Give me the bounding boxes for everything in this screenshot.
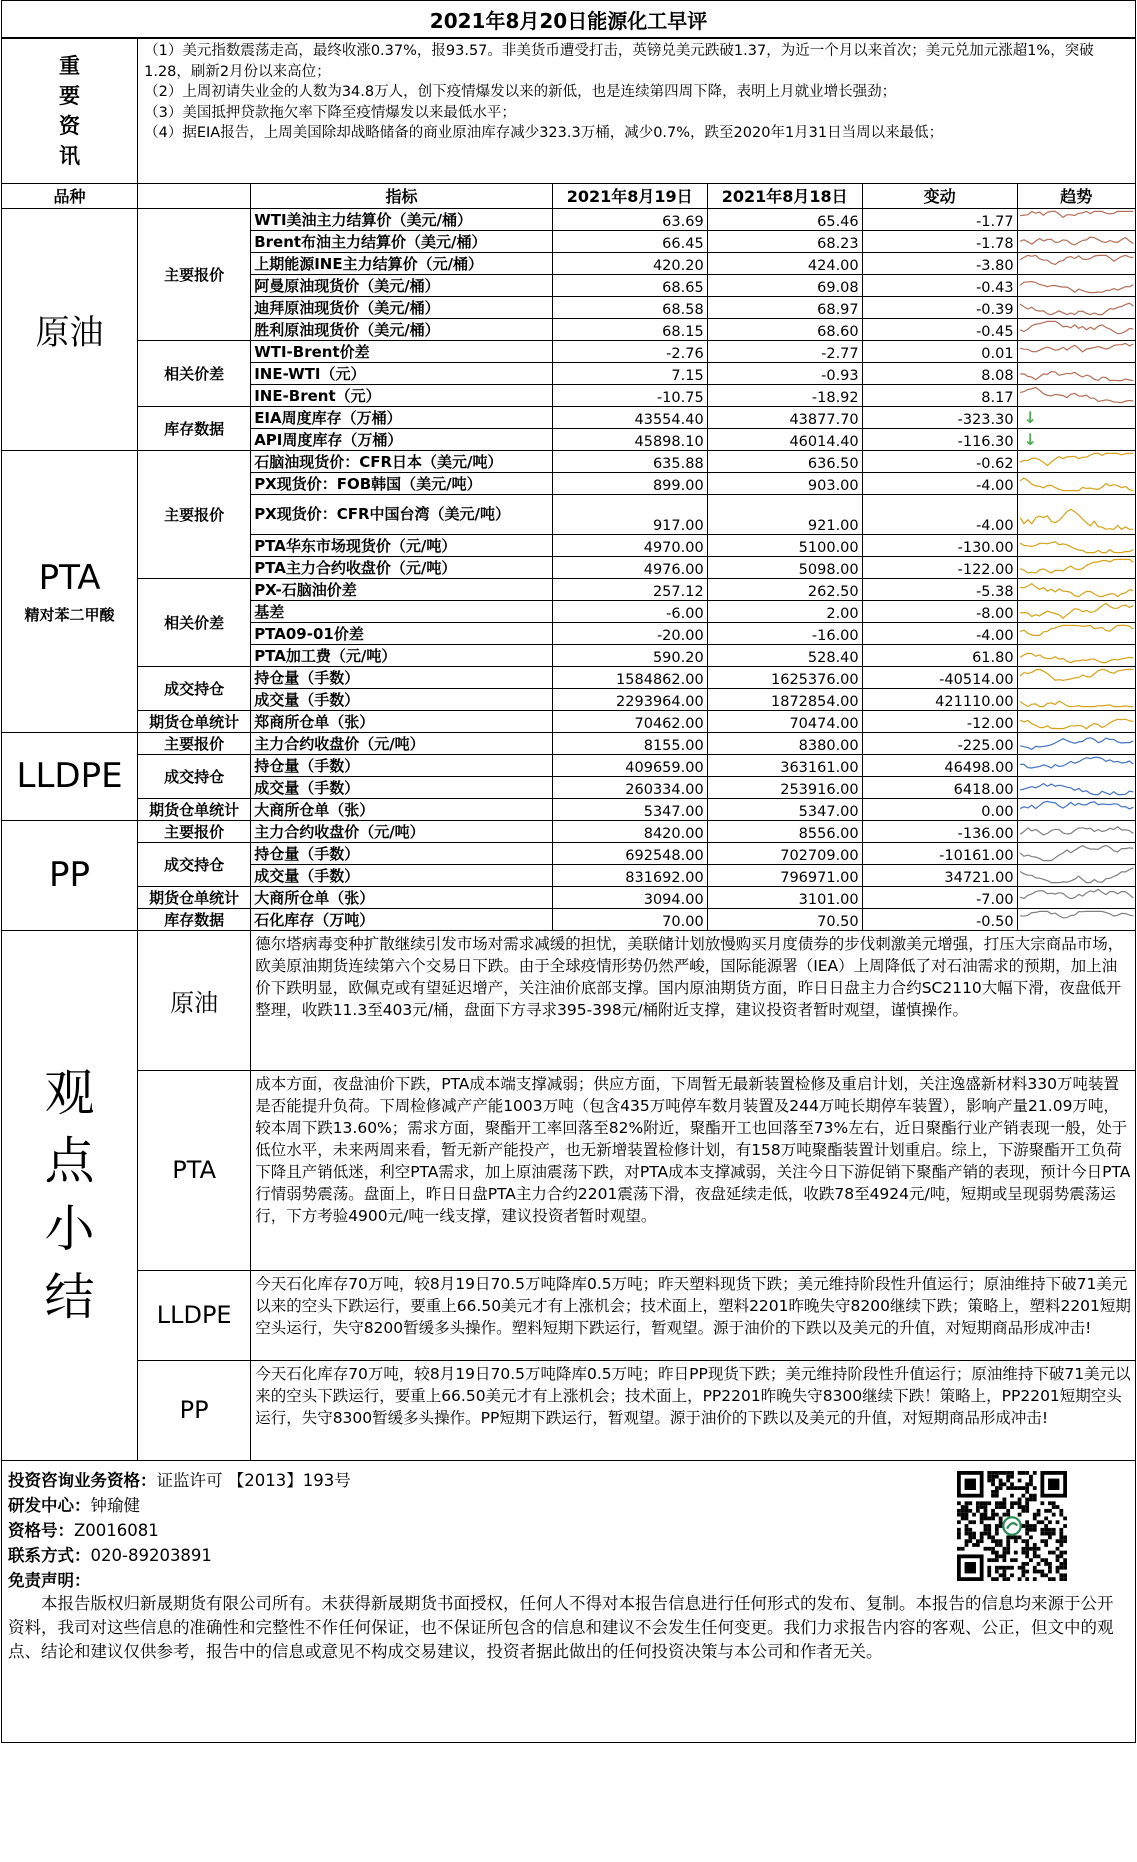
value-date1: 8420.00: [552, 820, 707, 842]
news-list: [138, 38, 1136, 183]
table-row: [2, 406, 1136, 428]
value-date2: 68.97: [707, 296, 862, 318]
value-change: 0.00: [862, 798, 1017, 820]
cert-value: Z0016081: [74, 1520, 159, 1540]
header-indicator: 指标: [251, 183, 553, 208]
header-date1: 2021年8月19日: [552, 183, 707, 208]
value-date1: 4970.00: [552, 534, 707, 556]
trend-sparkline: [1017, 798, 1135, 820]
value-date2: 636.50: [707, 450, 862, 472]
qualification-value: 证监许可 【2013】193号: [156, 1470, 351, 1490]
value-date2: 70474.00: [707, 710, 862, 732]
trend-sparkline: [1017, 622, 1135, 644]
value-date1: 257.12: [552, 578, 707, 600]
table-row: [2, 754, 1136, 776]
section-name: LLDPE: [16, 756, 123, 796]
trend-sparkline: [1017, 362, 1135, 384]
group-name: 期货仓单统计: [138, 886, 251, 908]
view-text: 德尔塔病毒变种扩散继续引发市场对需求减缓的担忧，美联储计划放慢购买月度债券的步伐刺激美元增强，打压大宗商品市场，欧美原油期货连续第六个交易日下跌。由于全球疫情形势仍然严峻，国际能源署（IEA）上周降低了对石油需求的预期，加上油价下跌明显，欧佩克或有望延迟增产，关注油价底部支撑。国内原油期货方面，昨日日盘主力合约SC2110大幅下滑，夜盘低开整理，收跌11.3至403元/桶，盘面下方寻求395-398元/桶附近支撑，建议投资者暂时观望，谨慎操作。: [251, 930, 1136, 1070]
indicator-name: 胜利原油现货价（美元/桶）: [251, 318, 553, 340]
qualification-label: 投资咨询业务资格：: [8, 1470, 157, 1490]
indicator-name: INE-Brent（元）: [251, 384, 553, 406]
trend-sparkline: [1017, 688, 1135, 710]
value-change: -323.30: [862, 406, 1017, 428]
value-change: 61.80: [862, 644, 1017, 666]
value-date1: 899.00: [552, 472, 707, 494]
value-date1: 1584862.00: [552, 666, 707, 688]
indicator-name: 持仓量（手数）: [251, 666, 553, 688]
indicator-name: 郑商所仓单（张）: [251, 710, 553, 732]
table-row: [2, 732, 1136, 754]
indicator-name: 石化库存（万吨）: [251, 908, 553, 930]
value-change: -40514.00: [862, 666, 1017, 688]
view-category: PP: [138, 1360, 251, 1460]
group-name: 期货仓单统计: [138, 710, 251, 732]
value-date1: 5347.00: [552, 798, 707, 820]
trend-sparkline: [1017, 252, 1135, 274]
research-center-value: 钟瑜健: [90, 1495, 140, 1515]
value-change: -8.00: [862, 600, 1017, 622]
value-change: 34721.00: [862, 864, 1017, 886]
indicator-name: 成交量（手数）: [251, 688, 553, 710]
value-date1: 66.45: [552, 230, 707, 252]
section-subtitle: 精对苯二甲酸: [24, 605, 115, 624]
value-date2: 8556.00: [707, 820, 862, 842]
indicator-name: 主力合约收盘价（元/吨）: [251, 820, 553, 842]
value-date1: 692548.00: [552, 842, 707, 864]
value-date2: 65.46: [707, 208, 862, 230]
table-row: [2, 842, 1136, 864]
contact-label: 联系方式：: [8, 1545, 91, 1565]
trend-sparkline: [1017, 340, 1135, 362]
value-date1: -2.76: [552, 340, 707, 362]
indicator-name: WTI美油主力结算价（美元/桶）: [251, 208, 553, 230]
header-date2: 2021年8月18日: [707, 183, 862, 208]
table-header-row: [2, 183, 1136, 208]
trend-sparkline: [1017, 208, 1135, 230]
group-name: 库存数据: [138, 908, 251, 930]
trend-sparkline: [1017, 318, 1135, 340]
indicator-name: PX现货价：CFR中国台湾（美元/吨）: [251, 494, 553, 534]
view-category: PTA: [138, 1070, 251, 1270]
value-change: -10161.00: [862, 842, 1017, 864]
section-name: PTA: [38, 557, 101, 598]
group-name: 库存数据: [138, 406, 251, 450]
indicator-name: 持仓量（手数）: [251, 754, 553, 776]
value-date1: 70462.00: [552, 710, 707, 732]
view-text: 今天石化库存70万吨，较8月19日70.5万吨降库0.5万吨；昨天塑料现货下跌；美元维持阶段性升值运行；原油维持下破71美元以来的空头下跌运行，要重上66.50美元才有上涨机会；技术面上，塑料2201昨晚失守8200继续下跌；策略上，塑料2201短期空头运行，失守8200暂缓多头操作。塑料短期下跌运行，暂观望。源于油价的下跌以及美元的升值，对短期商品形成冲击!: [251, 1270, 1136, 1360]
indicator-name: 上期能源INE主力结算价（元/桶）: [251, 252, 553, 274]
trend-sparkline: [1017, 600, 1135, 622]
value-change: -1.77: [862, 208, 1017, 230]
table-row: [2, 820, 1136, 842]
value-date2: 1625376.00: [707, 666, 862, 688]
value-change: 8.08: [862, 362, 1017, 384]
value-date1: 409659.00: [552, 754, 707, 776]
indicator-name: 阿曼原油现货价（美元/桶）: [251, 274, 553, 296]
page-title: 2021年8月20日能源化工早评: [2, 1, 1136, 39]
view-row: [2, 930, 1136, 1070]
group-name: 主要报价: [138, 208, 251, 340]
value-date2: 363161.00: [707, 754, 862, 776]
value-change: -3.80: [862, 252, 1017, 274]
view-category: LLDPE: [138, 1270, 251, 1360]
value-change: -4.00: [862, 494, 1017, 534]
section-pp: [2, 820, 138, 930]
disclaimer-label: 免责声明：: [8, 1570, 91, 1590]
value-date2: -16.00: [707, 622, 862, 644]
value-date1: 45898.10: [552, 428, 707, 450]
value-change: -116.30: [862, 428, 1017, 450]
cert-line: [8, 1517, 159, 1541]
indicator-name: 基差: [251, 600, 553, 622]
trend-sparkline: [1017, 296, 1135, 318]
value-date2: 2.00: [707, 600, 862, 622]
value-date1: -10.75: [552, 384, 707, 406]
value-date2: 69.08: [707, 274, 862, 296]
value-change: -0.43: [862, 274, 1017, 296]
table-row: [2, 578, 1136, 600]
value-date2: 5100.00: [707, 534, 862, 556]
indicator-name: PTA加工费（元/吨）: [251, 644, 553, 666]
value-date1: 63.69: [552, 208, 707, 230]
indicator-name: INE-WTI（元）: [251, 362, 553, 384]
qr-code-icon: [957, 1471, 1067, 1581]
header-variety: 品种: [2, 183, 138, 208]
trend-sparkline: [1017, 710, 1135, 732]
group-name: 主要报价: [138, 732, 251, 754]
value-date1: 8155.00: [552, 732, 707, 754]
trend-sparkline: [1017, 864, 1135, 886]
view-text: 成本方面，夜盘油价下跌，PTA成本端支撑减弱；供应方面，下周暂无最新装置检修及重启计划，关注逸盛新材料330万吨装置是否能提升负荷。下周检修减产产能1003万吨（包含435万吨停车数月装置及244万吨长期停车装置），影响产量21.09万吨，较本周下跌13.60%；需求方面，聚酯开工率回落至82%附近，聚酯开工也回落至73%左右，近日聚酯行业产销表现一般，处于低位水平，未来两周来看，暂无新产能投产，也无新增装置检修计划，有158万吨聚酯装置计划重启。综上，下游聚酯开工负荷下降且产销低迷，利空PTA需求，加上原油震荡下跌，对PTA成本支撑减弱，关注今日下游促销下聚酯产销的表现，预计今日PTA行情弱势震荡。盘面上，昨日日盘PTA主力合约2201震荡下滑，夜盘延续走低，收跌78至4924元/吨，短期或呈现弱势震荡运行，下方考验4900元/吨一线支撑，建议投资者暂时观望。: [251, 1070, 1136, 1270]
trend-sparkline: [1017, 450, 1135, 472]
value-date2: 70.50: [707, 908, 862, 930]
section-crude: [2, 208, 138, 450]
table-row: [2, 450, 1136, 472]
trend-sparkline: [1017, 666, 1135, 688]
value-date2: 68.60: [707, 318, 862, 340]
header-change: 变动: [862, 183, 1017, 208]
section-pta: [2, 450, 138, 732]
value-date1: 68.15: [552, 318, 707, 340]
value-change: -0.50: [862, 908, 1017, 930]
trend-sparkline: [1017, 644, 1135, 666]
value-change: -122.00: [862, 556, 1017, 578]
indicator-name: 成交量（手数）: [251, 776, 553, 798]
research-center-line: [8, 1492, 140, 1516]
group-name: 相关价差: [138, 340, 251, 406]
report-table: [1, 0, 1136, 1461]
value-date2: -0.93: [707, 362, 862, 384]
indicator-name: PX现货价：FOB韩国（美元/吨）: [251, 472, 553, 494]
section-lldpe: [2, 732, 138, 820]
value-change: -4.00: [862, 472, 1017, 494]
trend-sparkline: [1017, 274, 1135, 296]
value-date2: -18.92: [707, 384, 862, 406]
trend-sparkline: [1017, 776, 1135, 798]
news-item: （2）上周初请失业金的人数为34.8万人，创下疫情爆发以来的新低，也是连续第四周下降，表明上月就业增长强劲；: [144, 84, 897, 100]
view-row: [2, 1070, 1136, 1270]
table-row: [2, 886, 1136, 908]
group-name: 相关价差: [138, 578, 251, 666]
value-date1: -20.00: [552, 622, 707, 644]
trend-sparkline: [1017, 754, 1135, 776]
value-change: 8.17: [862, 384, 1017, 406]
header-blank: [138, 183, 251, 208]
value-date2: 262.50: [707, 578, 862, 600]
value-change: 0.01: [862, 340, 1017, 362]
value-change: -4.00: [862, 622, 1017, 644]
view-row: [2, 1360, 1136, 1460]
view-category: 原油: [138, 930, 251, 1070]
value-change: -130.00: [862, 534, 1017, 556]
value-date2: 5098.00: [707, 556, 862, 578]
value-date1: -6.00: [552, 600, 707, 622]
group-name: 期货仓单统计: [138, 798, 251, 820]
value-date2: 8380.00: [707, 732, 862, 754]
value-date1: 68.58: [552, 296, 707, 318]
contact-value: 020-89203891: [90, 1545, 212, 1565]
indicator-name: API周度库存（万桶）: [251, 428, 553, 450]
news-item: （1）美元指数震荡走高，最终收涨0.37%，报93.57。非美货币遭受打击，英镑兑美元跌破1.37，为近一个月以来首次；美元兑加元涨超1%，突破1.28，刷新2月份以来高位；: [144, 43, 1094, 80]
research-center-label: 研发中心：: [8, 1495, 91, 1515]
value-change: -225.00: [862, 732, 1017, 754]
indicator-name: 石脑油现货价：CFR日本（美元/吨）: [251, 450, 553, 472]
trend-sparkline: [1017, 732, 1135, 754]
indicator-name: Brent布油主力结算价（美元/桶）: [251, 230, 553, 252]
value-date1: 260334.00: [552, 776, 707, 798]
value-change: -1.78: [862, 230, 1017, 252]
indicator-name: PX-石脑油价差: [251, 578, 553, 600]
view-text: 今天石化库存70万吨，较8月19日70.5万吨降库0.5万吨；昨日PP现货下跌；美元维持阶段性升值运行；原油维持下破71美元以来的空头下跌运行，要重上66.50美元才有上涨机会；技术面上，PP2201昨晚失守8300继续下跌！策略上，PP2201短期空头运行，失守8300暂缓多头操作。PP短期下跌运行，暂观望。源于油价的下跌以及美元的升值，对短期商品形成冲击!: [251, 1360, 1136, 1460]
group-name: 成交持仓: [138, 666, 251, 710]
value-date1: 917.00: [552, 494, 707, 534]
footer: [1, 1461, 1136, 1743]
trend-sparkline: [1017, 820, 1135, 842]
value-change: -136.00: [862, 820, 1017, 842]
indicator-name: 成交量（手数）: [251, 864, 553, 886]
table-row: [2, 208, 1136, 230]
value-change: -7.00: [862, 886, 1017, 908]
value-date2: 702709.00: [707, 842, 862, 864]
trend-sparkline: [1017, 534, 1135, 556]
table-row: [2, 666, 1136, 688]
value-date1: 420.20: [552, 252, 707, 274]
value-date2: 528.40: [707, 644, 862, 666]
value-date1: 70.00: [552, 908, 707, 930]
trend-sparkline: [1017, 908, 1135, 930]
value-date2: 3101.00: [707, 886, 862, 908]
down-arrow-icon: ↓: [1017, 406, 1135, 428]
down-arrow-icon: ↓: [1017, 428, 1135, 450]
cert-label: 资格号：: [8, 1520, 74, 1540]
value-date1: 3094.00: [552, 886, 707, 908]
trend-sparkline: [1017, 886, 1135, 908]
section-name: PP: [49, 855, 91, 895]
indicator-name: PTA09-01价差: [251, 622, 553, 644]
value-date1: 831692.00: [552, 864, 707, 886]
value-date2: -2.77: [707, 340, 862, 362]
value-date2: 5347.00: [707, 798, 862, 820]
indicator-name: 大商所仓单（张）: [251, 886, 553, 908]
qualification-line: [8, 1467, 351, 1491]
disclaimer-text: 本报告版权归新晟期货有限公司所有。未获得新晟期货书面授权，任何人不得对本报告信息进行任何形式的发布、复制。本报告的信息均来源于公开资料，我司对这些信息的准确性和完整性不作任何保证，也不保证所包含的信息和建议不会发生任何变更。我们力求报告内容的客观、公正，但文中的观点、结论和建议仅供参考，报告中的信息或意见不构成交易建议，投资者据此做出的任何投资决策与本公司和作者无关。: [8, 1593, 1114, 1661]
value-date2: 921.00: [707, 494, 862, 534]
value-date2: 43877.70: [707, 406, 862, 428]
contact-line: [8, 1542, 212, 1566]
view-row: [2, 1270, 1136, 1360]
news-item: （3）美国抵押贷款拖欠率下降至疫情爆发以来最低水平；: [144, 104, 516, 121]
trend-sparkline: [1017, 472, 1135, 494]
news-heading-text: 重要资讯: [59, 53, 81, 168]
news-heading: [2, 38, 138, 183]
group-name: 主要报价: [138, 820, 251, 842]
indicator-name: PTA华东市场现货价（元/吨）: [251, 534, 553, 556]
value-date1: 7.15: [552, 362, 707, 384]
indicator-name: WTI-Brent价差: [251, 340, 553, 362]
value-date2: 46014.40: [707, 428, 862, 450]
group-name: 成交持仓: [138, 754, 251, 798]
indicator-name: 持仓量（手数）: [251, 842, 553, 864]
table-row: [2, 798, 1136, 820]
value-date2: 796971.00: [707, 864, 862, 886]
trend-sparkline: [1017, 556, 1135, 578]
indicator-name: 大商所仓单（张）: [251, 798, 553, 820]
value-change: 6418.00: [862, 776, 1017, 798]
value-date2: 424.00: [707, 252, 862, 274]
value-date2: 903.00: [707, 472, 862, 494]
value-date1: 4976.00: [552, 556, 707, 578]
indicator-name: 主力合约收盘价（元/吨）: [251, 732, 553, 754]
report-page: [1, 0, 1136, 1743]
value-change: -0.39: [862, 296, 1017, 318]
value-date1: 68.65: [552, 274, 707, 296]
trend-sparkline: [1017, 230, 1135, 252]
views-heading: 观点小结: [2, 930, 138, 1460]
value-change: 46498.00: [862, 754, 1017, 776]
indicator-name: 迪拜原油现货价（美元/桶）: [251, 296, 553, 318]
value-change: -0.45: [862, 318, 1017, 340]
value-date1: 590.20: [552, 644, 707, 666]
trend-sparkline: [1017, 842, 1135, 864]
group-name: 主要报价: [138, 450, 251, 578]
value-date1: 43554.40: [552, 406, 707, 428]
value-change: -0.62: [862, 450, 1017, 472]
value-change: -5.38: [862, 578, 1017, 600]
trend-sparkline: [1017, 384, 1135, 406]
indicator-name: EIA周度库存（万桶）: [251, 406, 553, 428]
group-name: 成交持仓: [138, 842, 251, 886]
value-date2: 253916.00: [707, 776, 862, 798]
news-item: （4）据EIA报告，上周美国除却战略储备的商业原油库存减少323.3万桶，减少0.7%，跌至2020年1月31日当周以来最低；: [144, 125, 944, 141]
header-trend: 趋势: [1017, 183, 1135, 208]
table-row: [2, 710, 1136, 732]
indicator-name: PTA主力合约收盘价（元/吨）: [251, 556, 553, 578]
value-change: -12.00: [862, 710, 1017, 732]
table-row: [2, 340, 1136, 362]
section-name: 原油: [35, 312, 104, 353]
trend-sparkline: [1017, 494, 1135, 534]
table-row: [2, 908, 1136, 930]
value-date2: 1872854.00: [707, 688, 862, 710]
trend-sparkline: [1017, 578, 1135, 600]
value-date1: 635.88: [552, 450, 707, 472]
value-change: 421110.00: [862, 688, 1017, 710]
value-date1: 2293964.00: [552, 688, 707, 710]
value-date2: 68.23: [707, 230, 862, 252]
